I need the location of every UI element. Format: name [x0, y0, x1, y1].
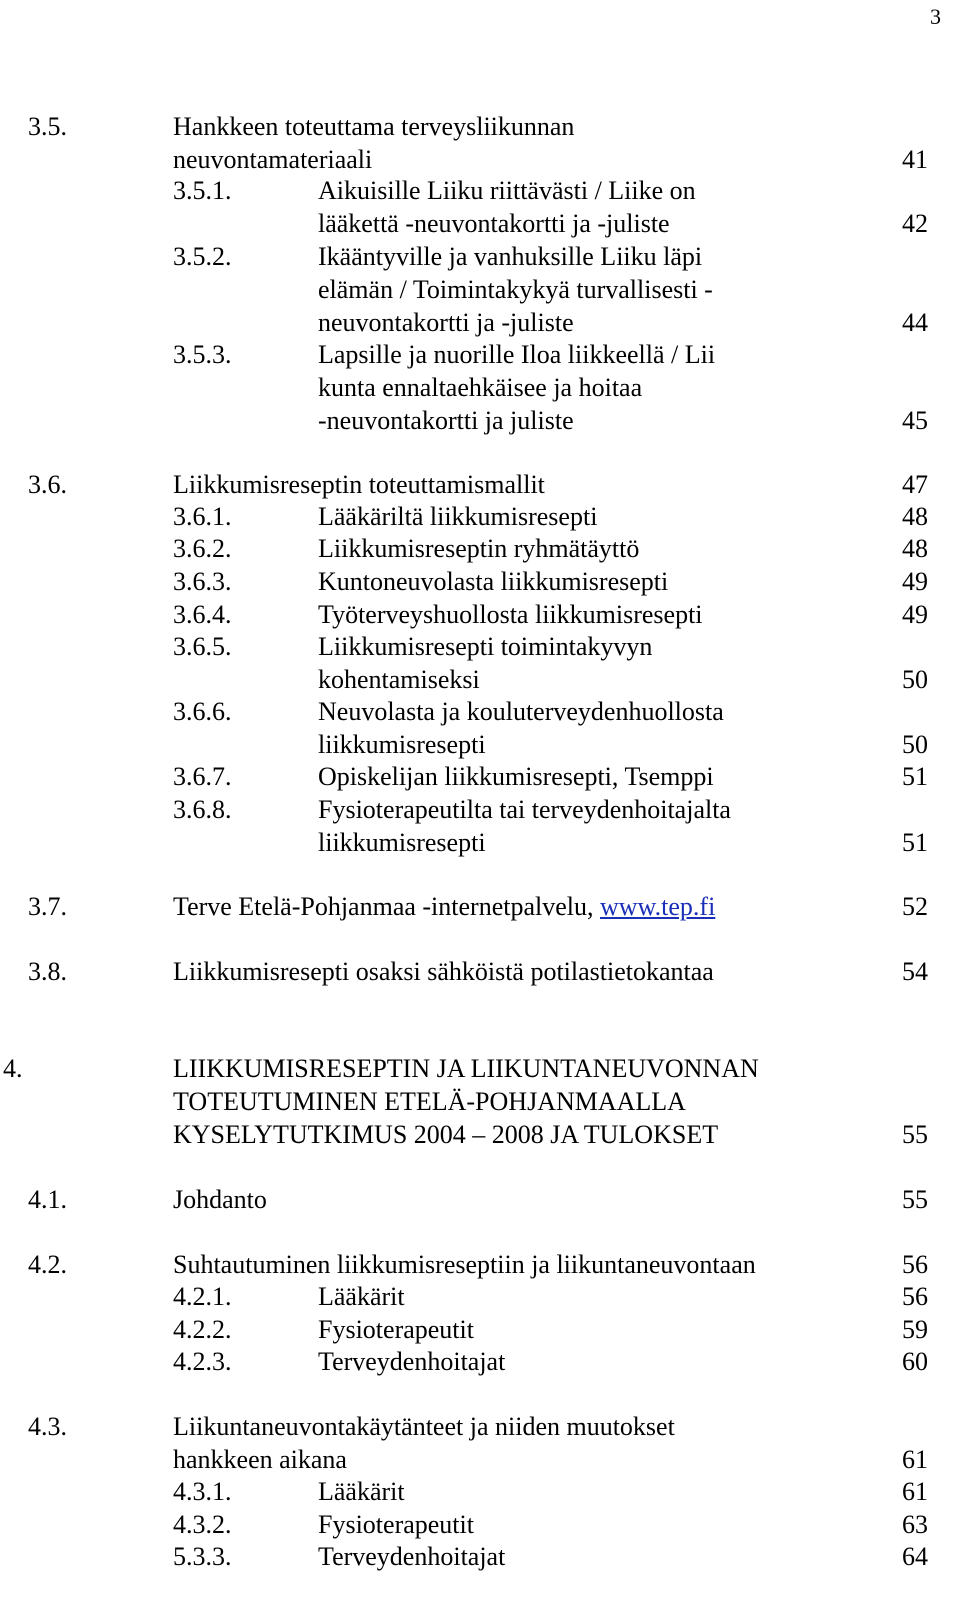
section-title: Liikkumisreseptin toteuttamismallit [173, 470, 545, 499]
section-title: Lääkärit [318, 1477, 405, 1506]
toc-entry-line [0, 338, 960, 371]
section-number: 5.3.3. [173, 1542, 232, 1571]
toc-entry-line [0, 404, 960, 437]
toc-entry-line [0, 663, 960, 696]
page-reference: 64 [902, 1542, 928, 1571]
section-title: Liikkumisresepti toimintakyvyn [318, 632, 653, 661]
section-number: 3.7. [28, 892, 67, 921]
section-number: 4.2.3. [173, 1347, 232, 1376]
page-reference: 49 [902, 600, 928, 629]
section-title: LIIKKUMISRESEPTIN JA LIIKUNTANEUVONNAN [173, 1054, 759, 1083]
toc-entry-line [0, 110, 960, 143]
section-number: 3.5.3. [173, 340, 232, 369]
section-title: Lapsille ja nuorille Iloa liikkeellä / Lii [318, 340, 716, 369]
section-title: Kuntoneuvolasta liikkumisresepti [318, 567, 669, 596]
page-reference: 55 [902, 1120, 928, 1149]
section-number: 4.1. [28, 1185, 67, 1214]
toc-entry [0, 695, 960, 761]
section-title: neuvontakortti ja -juliste [318, 308, 574, 337]
section-title: Lääkäriltä liikkumisresepti [318, 502, 598, 531]
section-number: 3.6.1. [173, 502, 232, 531]
toc-entry [0, 1475, 960, 1508]
section-title: TOTEUTUMINEN ETELÄ-POHJANMAALLA [173, 1087, 686, 1116]
section-title: Opiskelijan liikkumisresepti, Tsemppi [318, 762, 714, 791]
section-title: kunta ennaltaehkäisee ja hoitaa [318, 373, 643, 402]
toc-entry [0, 565, 960, 598]
toc-entry-line [0, 240, 960, 273]
toc-entry-line [0, 565, 960, 598]
toc-entry [0, 1052, 960, 1151]
section-number: 3.6.6. [173, 697, 232, 726]
section-title: Neuvolasta ja kouluterveydenhuollosta [318, 697, 724, 726]
section-title: Fysioterapeutit [318, 1510, 474, 1539]
section-number: 4.2.1. [173, 1282, 232, 1311]
page-reference: 41 [902, 145, 928, 174]
toc-entry [0, 890, 960, 923]
page-reference: 63 [902, 1510, 928, 1539]
toc-entry-line [0, 1540, 960, 1573]
toc-entry-line [0, 468, 960, 501]
toc-entry-line [0, 1508, 960, 1541]
toc-entry [0, 1280, 960, 1313]
page-reference: 44 [902, 308, 928, 337]
toc-entry [0, 1540, 960, 1573]
toc-entry [0, 760, 960, 793]
toc-entry [0, 174, 960, 240]
section-number: 3.5.2. [173, 242, 232, 271]
section-title: Fysioterapeutilta tai terveydenhoitajalta [318, 795, 731, 824]
page-reference: 60 [902, 1347, 928, 1376]
toc-entry-line [0, 760, 960, 793]
toc-entry-line [0, 1183, 960, 1216]
toc-entry [0, 1183, 960, 1216]
section-number: 4. [3, 1054, 23, 1083]
toc-entry [0, 1313, 960, 1346]
section-number: 3.5.1. [173, 176, 232, 205]
page-reference: 61 [902, 1477, 928, 1506]
toc-entry-line [0, 1248, 960, 1281]
toc-entry [0, 630, 960, 696]
page-reference: 52 [902, 892, 928, 921]
website-link[interactable]: www.tep.fi [600, 892, 716, 921]
section-number: 3.6.5. [173, 632, 232, 661]
section-title: Johdanto [173, 1185, 267, 1214]
section-title: Työterveyshuollosta liikkumisresepti [318, 600, 703, 629]
page-reference: 42 [902, 209, 928, 238]
toc-entry-line [0, 826, 960, 859]
toc-entry-line [0, 306, 960, 339]
section-title: Ikääntyville ja vanhuksille Liiku läpi [318, 242, 703, 271]
section-title: liikkumisresepti [318, 730, 486, 759]
section-title: elämän / Toimintakykyä turvallisesti - [318, 275, 713, 304]
section-title: Hankkeen toteuttama terveysliikunnan [173, 112, 575, 141]
section-number: 3.6.8. [173, 795, 232, 824]
page-reference: 47 [902, 470, 928, 499]
toc-entry [0, 793, 960, 859]
page-reference: 56 [902, 1282, 928, 1311]
toc-entry-line [0, 1313, 960, 1346]
section-title: Aikuisille Liiku riittävästi / Liike on [318, 176, 696, 205]
toc-entry-line [0, 273, 960, 306]
section-number: 3.6.7. [173, 762, 232, 791]
toc-entry-line [0, 143, 960, 176]
toc-entry-line [0, 1085, 960, 1118]
section-title: liikkumisresepti [318, 828, 486, 857]
page-reference: 56 [902, 1250, 928, 1279]
section-number: 3.6.4. [173, 600, 232, 629]
toc-entry-line [0, 1280, 960, 1313]
section-title: hankkeen aikana [173, 1445, 347, 1474]
page-number: 3 [930, 4, 941, 29]
toc-entry-line [0, 207, 960, 240]
toc-entry-line [0, 174, 960, 207]
toc-entry [0, 110, 960, 176]
section-number: 4.2.2. [173, 1315, 232, 1344]
section-title: Terveydenhoitajat [318, 1347, 506, 1376]
toc-entry-line [0, 1475, 960, 1508]
page-reference: 59 [902, 1315, 928, 1344]
toc-entry-line [0, 371, 960, 404]
section-title: Terveydenhoitajat [318, 1542, 506, 1571]
toc-entry [0, 338, 960, 437]
toc-entry-line [0, 1345, 960, 1378]
page-reference: 61 [902, 1445, 928, 1474]
toc-entry [0, 468, 960, 501]
toc-entry [0, 1248, 960, 1281]
toc-entry-line [0, 890, 960, 923]
toc-entry [0, 500, 960, 533]
section-title: Fysioterapeutit [318, 1315, 474, 1344]
toc-entry-line [0, 630, 960, 663]
page-reference: 48 [902, 534, 928, 563]
toc-entry-line [0, 532, 960, 565]
toc-entry [0, 955, 960, 988]
page-reference: 51 [902, 828, 928, 857]
section-number: 3.6.3. [173, 567, 232, 596]
toc-entry-line [0, 500, 960, 533]
page-reference: 48 [902, 502, 928, 531]
section-title: Liikkumisreseptin ryhmätäyttö [318, 534, 640, 563]
section-title: lääkettä -neuvontakortti ja -juliste [318, 209, 670, 238]
page-reference: 45 [902, 406, 928, 435]
toc-entry-line [0, 695, 960, 728]
page-reference: 54 [902, 957, 928, 986]
toc-entry [0, 532, 960, 565]
toc-entry-line [0, 793, 960, 826]
toc-entry-line [0, 728, 960, 761]
page-reference: 49 [902, 567, 928, 596]
section-title: Liikkumisresepti osaksi sähköistä potilastietokantaa [173, 957, 714, 986]
toc-entry [0, 598, 960, 631]
section-title: Terve Etelä-Pohjanmaa -internetpalvelu, [173, 892, 600, 921]
section-title: -neuvontakortti ja juliste [318, 406, 574, 435]
section-title: KYSELYTUTKIMUS 2004 – 2008 JA TULOKSET [173, 1120, 719, 1149]
page-reference: 50 [902, 730, 928, 759]
toc-entry [0, 240, 960, 339]
toc-entry-line [0, 955, 960, 988]
section-number: 4.3. [28, 1412, 67, 1441]
toc-entry [0, 1410, 960, 1476]
section-number: 4.3.2. [173, 1510, 232, 1539]
section-number: 3.5. [28, 112, 67, 141]
section-number: 4.2. [28, 1250, 67, 1279]
toc-entry-line [0, 1443, 960, 1476]
section-number: 3.6.2. [173, 534, 232, 563]
section-title: kohentamiseksi [318, 665, 480, 694]
page-reference: 55 [902, 1185, 928, 1214]
toc-entry-line [0, 1118, 960, 1151]
section-number: 3.8. [28, 957, 67, 986]
section-title: Lääkärit [318, 1282, 405, 1311]
page-reference: 51 [902, 762, 928, 791]
section-title-with-link [173, 890, 715, 923]
section-title: Suhtautuminen liikkumisreseptiin ja liikuntaneuvontaan [173, 1250, 756, 1279]
toc-entry-line [0, 1410, 960, 1443]
toc-entry [0, 1508, 960, 1541]
toc-entry [0, 1345, 960, 1378]
toc-entry-line [0, 598, 960, 631]
section-title: neuvontamateriaali [173, 145, 373, 174]
section-title: Liikuntaneuvontakäytänteet ja niiden muutokset [173, 1412, 675, 1441]
section-number: 3.6. [28, 470, 67, 499]
section-number: 4.3.1. [173, 1477, 232, 1506]
toc-entry-line [0, 1052, 960, 1085]
page-reference: 50 [902, 665, 928, 694]
